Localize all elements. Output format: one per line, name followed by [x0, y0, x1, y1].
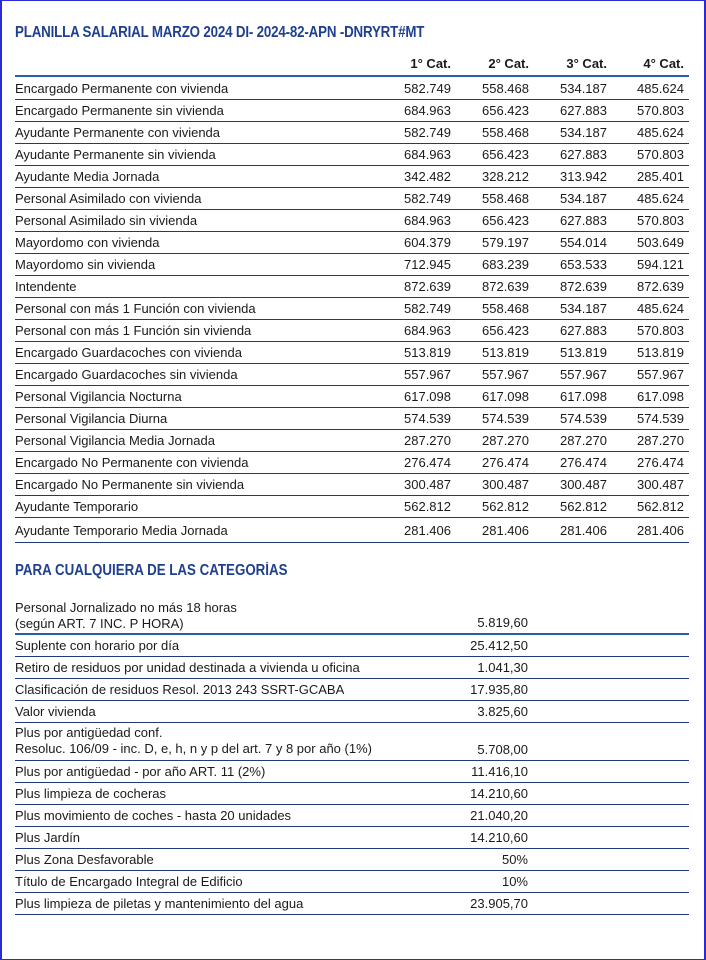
- row-label: [15, 657, 360, 678]
- table-row: [15, 598, 689, 635]
- cell-cat4: 300.487: [637, 477, 684, 492]
- table-row: [15, 144, 689, 166]
- cell-cat4: 287.270: [637, 433, 684, 448]
- table-row: [15, 210, 689, 232]
- row-label-line1: Plus movimiento de coches - hasta 20 unidades: [15, 808, 292, 823]
- cell-cat4: 574.539: [637, 411, 684, 426]
- cell-cat3: 574.539: [560, 411, 607, 426]
- cell-cat3: 627.883: [560, 103, 607, 118]
- row-value: 5.819,60: [477, 615, 528, 630]
- row-label-line1: Personal Jornalizado no más 18 horas: [15, 600, 237, 615]
- row-label: [15, 849, 154, 870]
- row-label-line1: Plus limpieza de cocheras: [15, 786, 167, 801]
- cell-cat2: 328.212: [482, 169, 529, 184]
- row-value: 17.935,80: [470, 682, 528, 697]
- cell-cat4: 485.624: [637, 191, 684, 206]
- row-label: Ayudante Permanente con vivienda: [15, 125, 221, 140]
- cell-cat4: 570.803: [637, 147, 684, 162]
- cell-cat1: 712.945: [404, 257, 451, 272]
- row-label: Personal Asimilado con vivienda: [15, 191, 202, 206]
- section-title-extras: PARA CUALQUIERA DE LAS CATEGORÍAS: [15, 562, 288, 579]
- cell-cat1: 872.639: [404, 279, 451, 294]
- salary-table-header: [15, 55, 689, 77]
- cell-cat3: 287.270: [560, 433, 607, 448]
- cell-cat2: 579.197: [482, 235, 529, 250]
- cell-cat4: 485.624: [637, 301, 684, 316]
- table-row: [15, 342, 689, 364]
- document-title: PLANILLA SALARIAL MARZO 2024 DI- 2024-82-APN -DNRYRT#MT: [15, 24, 425, 41]
- table-row: [15, 657, 689, 679]
- salary-table: [15, 78, 689, 543]
- table-row: [15, 298, 689, 320]
- cell-cat1: 684.963: [404, 147, 451, 162]
- column-header-cat1: 1° Cat.: [410, 56, 451, 71]
- table-row: [15, 496, 689, 518]
- cell-cat1: 604.379: [404, 235, 451, 250]
- table-row: [15, 452, 689, 474]
- row-value: 14.210,60: [470, 786, 528, 801]
- row-label: [15, 783, 166, 804]
- cell-cat2: 617.098: [482, 389, 529, 404]
- cell-cat1: 513.819: [404, 345, 451, 360]
- cell-cat1: 342.482: [404, 169, 451, 184]
- cell-cat4: 557.967: [637, 367, 684, 382]
- table-row: [15, 232, 689, 254]
- row-label-line2: Resoluc. 106/09 - inc. D, e, h, n y p del art. 7 y 8 por año (1%): [15, 741, 372, 756]
- cell-cat4: 485.624: [637, 125, 684, 140]
- cell-cat3: 281.406: [560, 523, 607, 538]
- cell-cat3: 617.098: [560, 389, 607, 404]
- cell-cat4: 281.406: [637, 523, 684, 538]
- table-row: [15, 474, 689, 496]
- row-label: Mayordomo sin vivienda: [15, 257, 156, 272]
- cell-cat4: 513.819: [637, 345, 684, 360]
- table-row: [15, 893, 689, 915]
- row-label: Ayudante Media Jornada: [15, 169, 160, 184]
- cell-cat4: 570.803: [637, 213, 684, 228]
- table-row: [15, 679, 689, 701]
- cell-cat2: 574.539: [482, 411, 529, 426]
- table-row: [15, 408, 689, 430]
- column-header-cat4: 4° Cat.: [643, 56, 684, 71]
- column-header-cat2: 2° Cat.: [488, 56, 529, 71]
- row-label: Encargado Permanente con vivienda: [15, 81, 229, 96]
- cell-cat2: 281.406: [482, 523, 529, 538]
- cell-cat3: 653.533: [560, 257, 607, 272]
- cell-cat3: 534.187: [560, 125, 607, 140]
- row-label: Ayudante Permanente sin vivienda: [15, 147, 216, 162]
- row-value: 23.905,70: [470, 896, 528, 911]
- cell-cat3: 313.942: [560, 169, 607, 184]
- cell-cat4: 617.098: [637, 389, 684, 404]
- table-row: [15, 276, 689, 298]
- cell-cat3: 513.819: [560, 345, 607, 360]
- cell-cat4: 570.803: [637, 323, 684, 338]
- cell-cat3: 557.967: [560, 367, 607, 382]
- cell-cat4: 594.121: [637, 257, 684, 272]
- row-label-line1: Plus Jardín: [15, 830, 81, 845]
- cell-cat2: 562.812: [482, 499, 529, 514]
- row-label: Personal Vigilancia Diurna: [15, 411, 168, 426]
- row-label: [15, 723, 372, 757]
- cell-cat3: 534.187: [560, 81, 607, 96]
- row-label: Encargado Guardacoches con vivienda: [15, 345, 242, 360]
- table-row: [15, 701, 689, 723]
- cell-cat4: 285.401: [637, 169, 684, 184]
- row-label-line1: Suplente con horario por día: [15, 638, 180, 653]
- cell-cat2: 656.423: [482, 147, 529, 162]
- row-label: [15, 635, 179, 656]
- table-row: [15, 386, 689, 408]
- row-label-line1: Plus Zona Desfavorable: [15, 852, 154, 867]
- cell-cat4: 570.803: [637, 103, 684, 118]
- cell-cat4: 503.649: [637, 235, 684, 250]
- cell-cat3: 627.883: [560, 147, 607, 162]
- row-value: 25.412,50: [470, 638, 528, 653]
- table-row: [15, 254, 689, 276]
- cell-cat3: 554.014: [560, 235, 607, 250]
- row-label: Encargado No Permanente sin vivienda: [15, 477, 245, 492]
- table-row: [15, 805, 689, 827]
- cell-cat2: 558.468: [482, 81, 529, 96]
- row-value: 1.041,30: [477, 660, 528, 675]
- row-label: Ayudante Temporario: [15, 499, 139, 514]
- row-label: Personal con más 1 Función sin vivienda: [15, 323, 252, 338]
- row-label: [15, 598, 237, 632]
- row-label: Encargado Permanente sin vivienda: [15, 103, 224, 118]
- row-label: Intendente: [15, 279, 77, 294]
- cell-cat3: 627.883: [560, 323, 607, 338]
- row-label: Personal Vigilancia Media Jornada: [15, 433, 215, 448]
- cell-cat2: 558.468: [482, 125, 529, 140]
- table-row: [15, 364, 689, 386]
- row-label: [15, 761, 265, 782]
- column-header-cat3: 3° Cat.: [566, 56, 607, 71]
- row-label: [15, 679, 344, 700]
- cell-cat3: 300.487: [560, 477, 607, 492]
- cell-cat3: 534.187: [560, 191, 607, 206]
- row-value: 11.416,10: [471, 764, 528, 779]
- cell-cat3: 627.883: [560, 213, 607, 228]
- cell-cat2: 656.423: [482, 213, 529, 228]
- cell-cat3: 872.639: [560, 279, 607, 294]
- cell-cat1: 582.749: [404, 125, 451, 140]
- cell-cat2: 287.270: [482, 433, 529, 448]
- cell-cat1: 574.539: [404, 411, 451, 426]
- row-label-line1: Plus por antigüedad - por año ART. 11 (2%): [15, 764, 266, 779]
- row-label: Personal Asimilado sin vivienda: [15, 213, 198, 228]
- row-label-line1: Retiro de residuos por unidad destinada a vivienda u oficina: [15, 660, 360, 675]
- cell-cat1: 300.487: [404, 477, 451, 492]
- cell-cat4: 276.474: [637, 455, 684, 470]
- row-value: 3.825,60: [477, 704, 528, 719]
- row-value: 21.040,20: [470, 808, 528, 823]
- table-row: [15, 783, 689, 805]
- table-row: [15, 723, 689, 761]
- row-label: Ayudante Temporario Media Jornada: [15, 523, 228, 538]
- cell-cat4: 562.812: [637, 499, 684, 514]
- cell-cat2: 558.468: [482, 301, 529, 316]
- cell-cat2: 276.474: [482, 455, 529, 470]
- cell-cat2: 300.487: [482, 477, 529, 492]
- table-row: [15, 849, 689, 871]
- row-value: 50%: [501, 852, 528, 867]
- cell-cat1: 582.749: [404, 191, 451, 206]
- row-label: [15, 827, 80, 848]
- cell-cat4: 872.639: [637, 279, 684, 294]
- cell-cat2: 656.423: [482, 103, 529, 118]
- cell-cat1: 617.098: [404, 389, 451, 404]
- table-row: [15, 518, 689, 543]
- row-label: Personal con más 1 Función con vivienda: [15, 301, 256, 316]
- cell-cat1: 562.812: [404, 499, 451, 514]
- row-value: 10%: [501, 874, 528, 889]
- cell-cat1: 684.963: [404, 103, 451, 118]
- row-label-line1: Plus por antigüedad conf.: [15, 725, 163, 740]
- cell-cat1: 276.474: [404, 455, 451, 470]
- cell-cat2: 513.819: [482, 345, 529, 360]
- cell-cat1: 281.406: [404, 523, 451, 538]
- row-label: [15, 701, 96, 722]
- table-row: [15, 166, 689, 188]
- row-label-line1: Plus limpieza de piletas y mantenimiento del agua: [15, 896, 304, 911]
- cell-cat3: 562.812: [560, 499, 607, 514]
- cell-cat1: 582.749: [404, 81, 451, 96]
- cell-cat1: 287.270: [404, 433, 451, 448]
- table-row: [15, 635, 689, 657]
- cell-cat1: 684.963: [404, 213, 451, 228]
- cell-cat2: 872.639: [482, 279, 529, 294]
- row-label-line2: (según ART. 7 INC. P HORA): [15, 616, 184, 631]
- extras-table: [15, 598, 689, 915]
- table-row: [15, 188, 689, 210]
- row-label-line1: Valor vivienda: [15, 704, 96, 719]
- row-label-line1: Título de Encargado Integral de Edificio: [15, 874, 243, 889]
- table-row: [15, 320, 689, 342]
- cell-cat3: 276.474: [560, 455, 607, 470]
- row-label-line1: Clasificación de residuos Resol. 2013 243 SSRT-GCABA: [15, 682, 345, 697]
- table-row: [15, 78, 689, 100]
- cell-cat2: 656.423: [482, 323, 529, 338]
- row-value: 5.708,00: [477, 742, 528, 757]
- row-label: Personal Vigilancia Nocturna: [15, 389, 182, 404]
- row-label: Encargado No Permanente con vivienda: [15, 455, 249, 470]
- row-label: [15, 805, 291, 826]
- cell-cat1: 557.967: [404, 367, 451, 382]
- cell-cat1: 684.963: [404, 323, 451, 338]
- row-label: Encargado Guardacoches sin vivienda: [15, 367, 238, 382]
- row-value: 14.210,60: [470, 830, 528, 845]
- row-label: [15, 871, 243, 892]
- row-label: Mayordomo con vivienda: [15, 235, 160, 250]
- cell-cat1: 582.749: [404, 301, 451, 316]
- cell-cat2: 558.468: [482, 191, 529, 206]
- table-row: [15, 122, 689, 144]
- cell-cat3: 534.187: [560, 301, 607, 316]
- table-row: [15, 430, 689, 452]
- table-row: [15, 871, 689, 893]
- table-row: [15, 827, 689, 849]
- cell-cat2: 683.239: [482, 257, 529, 272]
- cell-cat4: 485.624: [637, 81, 684, 96]
- row-label: [15, 893, 303, 914]
- table-row: [15, 761, 689, 783]
- cell-cat2: 557.967: [482, 367, 529, 382]
- table-row: [15, 100, 689, 122]
